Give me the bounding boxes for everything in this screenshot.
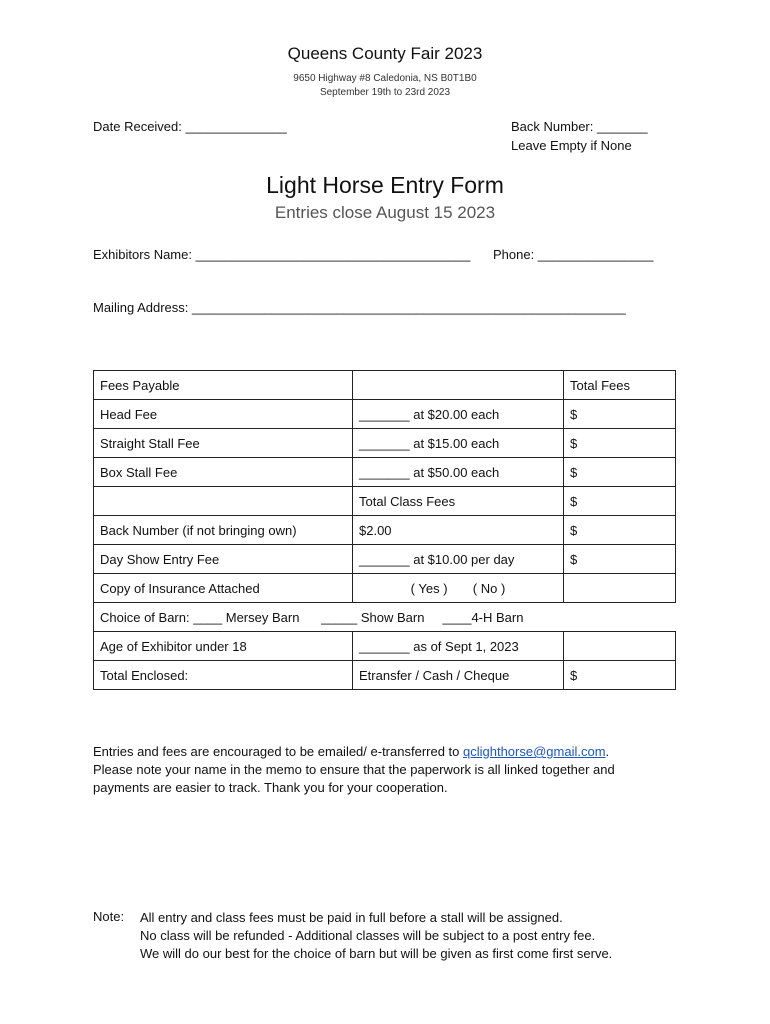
- table-row: [94, 632, 676, 661]
- fee-qty-cell[interactable]: _______ at $15.00 each: [353, 429, 564, 458]
- table-row: [94, 516, 676, 545]
- fees-table: [93, 370, 676, 690]
- instructions-text: Entries and fees are encouraged to be emailed/ e-transferred to: [93, 744, 463, 759]
- exhibitor-name-field[interactable]: Exhibitors Name: ______________________________________: [93, 247, 471, 262]
- instructions-line-3: payments are easier to track. Thank you for your cooperation.: [93, 780, 448, 795]
- back-number-note: Leave Empty if None: [511, 138, 632, 153]
- fair-address: 9650 Highway #8 Caledonia, NS B0T1B0: [293, 73, 477, 84]
- fee-label-cell: Box Stall Fee: [94, 458, 353, 487]
- header-cell: Total Fees: [564, 371, 676, 400]
- fee-total-cell[interactable]: $: [564, 458, 676, 487]
- table-row: [94, 603, 676, 632]
- fee-label-cell: Total Enclosed:: [94, 661, 353, 690]
- fee-label-cell: Head Fee: [94, 400, 353, 429]
- fee-total-cell[interactable]: $: [564, 487, 676, 516]
- fee-label-cell: Age of Exhibitor under 18: [94, 632, 353, 661]
- fee-total-cell[interactable]: $: [564, 661, 676, 690]
- note-lines: [140, 909, 700, 963]
- note-line: All entry and class fees must be paid in full before a stall will be assigned.: [140, 910, 563, 925]
- fee-label-cell: [94, 487, 353, 516]
- table-header-row: [94, 371, 676, 400]
- email-link[interactable]: qclighthorse@gmail.com: [463, 744, 606, 759]
- table-row: [94, 400, 676, 429]
- date-received-field[interactable]: Date Received: ______________: [93, 119, 287, 134]
- header-cell: Fees Payable: [94, 371, 353, 400]
- fair-title: Queens County Fair 2023: [287, 44, 483, 63]
- fee-total-cell: [564, 574, 676, 603]
- fee-label-cell: Back Number (if not bringing own): [94, 516, 353, 545]
- fee-qty-cell[interactable]: _______ as of Sept 1, 2023: [353, 632, 564, 661]
- barn-choice-cell[interactable]: Choice of Barn: ____ Mersey Barn _____ Show Barn ____4-H Barn: [94, 603, 676, 632]
- table-row: [94, 487, 676, 516]
- fee-total-cell[interactable]: $: [564, 545, 676, 574]
- instructions-line-1: [93, 743, 683, 761]
- note-line: No class will be refunded - Additional classes will be subject to a post entry fee.: [140, 928, 596, 943]
- table-row: [94, 429, 676, 458]
- fee-qty-cell[interactable]: _______ at $10.00 per day: [353, 545, 564, 574]
- header-cell: [353, 371, 564, 400]
- fee-qty-cell: Etransfer / Cash / Cheque: [353, 661, 564, 690]
- note-line: We will do our best for the choice of barn but will be given as first come first serve.: [140, 946, 613, 961]
- fee-total-cell[interactable]: $: [564, 429, 676, 458]
- instructions-line-2: Please note your name in the memo to ensure that the paperwork is all linked together and: [93, 762, 615, 777]
- fee-label-cell: Straight Stall Fee: [94, 429, 353, 458]
- fee-qty-cell[interactable]: _______ at $50.00 each: [353, 458, 564, 487]
- table-row: [94, 458, 676, 487]
- fee-total-cell[interactable]: $: [564, 400, 676, 429]
- note-label: Note:: [93, 909, 125, 924]
- form-title: Light Horse Entry Form: [266, 172, 504, 198]
- fee-qty-cell: Total Class Fees: [353, 487, 564, 516]
- fair-dates: September 19th to 23rd 2023: [319, 87, 451, 98]
- fee-total-cell: [564, 632, 676, 661]
- fee-qty-cell[interactable]: _______ at $20.00 each: [353, 400, 564, 429]
- form-subtitle: Entries close August 15 2023: [274, 203, 496, 222]
- mailing-address-field[interactable]: Mailing Address: ____________________________________________________________: [93, 300, 626, 315]
- fee-label-cell: Day Show Entry Fee: [94, 545, 353, 574]
- table-row: [94, 661, 676, 690]
- fee-qty-cell: $2.00: [353, 516, 564, 545]
- fee-total-cell[interactable]: $: [564, 516, 676, 545]
- table-row: [94, 545, 676, 574]
- table-row: [94, 574, 676, 603]
- insurance-choice-cell[interactable]: ( Yes ) ( No ): [353, 574, 564, 603]
- back-number-field[interactable]: Back Number: _______: [511, 119, 648, 134]
- instructions-period: .: [605, 744, 610, 759]
- phone-field[interactable]: Phone: ________________: [493, 247, 654, 262]
- instructions-paragraph: [93, 743, 683, 797]
- fee-label-cell: Copy of Insurance Attached: [94, 574, 353, 603]
